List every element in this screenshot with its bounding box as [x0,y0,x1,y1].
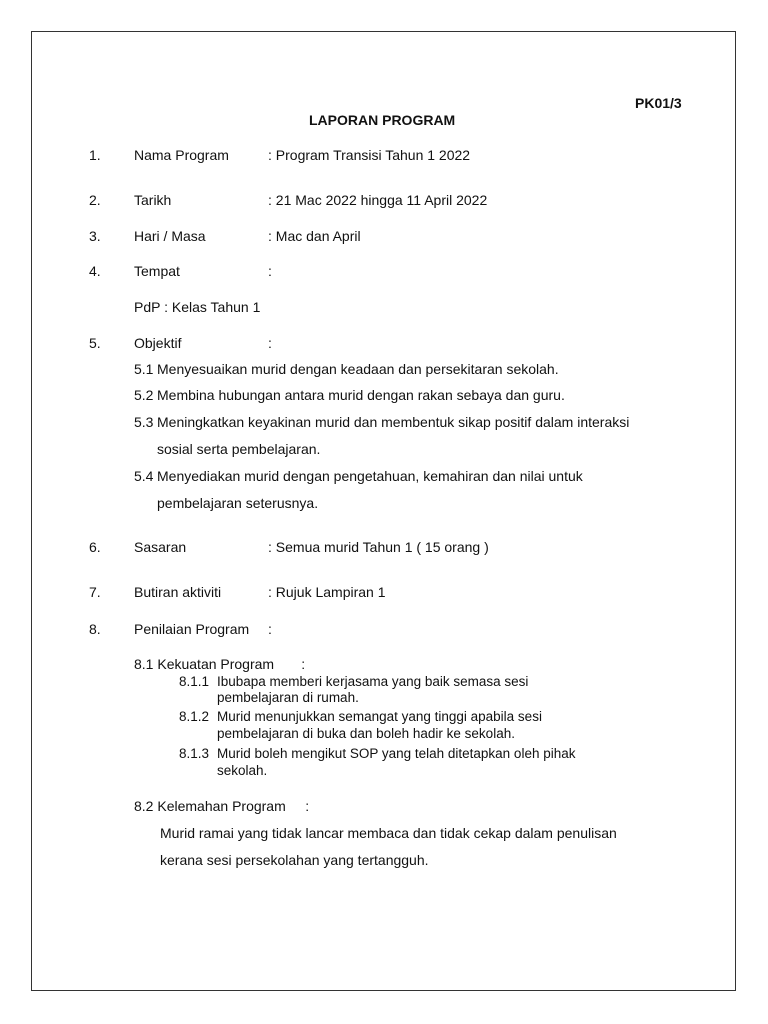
item-number: 5. [89,335,101,351]
objektif-text: Meningkatkan keyakinan murid dan membentuk sikap positif dalam interaksi [157,414,630,430]
item-number: 2. [89,192,101,208]
kelemahan-text: Murid ramai yang tidak lancar membaca dan tidak cekap dalam penulisan [160,825,617,841]
item-label: Tarikh [134,192,172,208]
page-border [31,31,736,991]
kekuatan-text-continued: sekolah. [217,763,268,778]
item-label: Tempat [134,263,180,279]
document-title: LAPORAN PROGRAM [309,112,456,128]
item-label: Objektif [134,335,182,351]
item-value: : [268,621,272,637]
item-number: 1. [89,147,101,163]
objektif-number: 5.1 [134,361,154,377]
tempat-detail: PdP : Kelas Tahun 1 [134,299,261,315]
item-label: Nama Program [134,147,229,163]
kekuatan-text: Ibubapa memberi kerjasama yang baik semasa sesi [217,674,529,689]
kelemahan-heading: 8.2 Kelemahan Program : [134,798,310,814]
item-value: : Program Transisi Tahun 1 2022 [268,147,471,163]
kekuatan-number: 8.1.3 [179,746,210,761]
item-value: : Mac dan April [268,228,361,244]
kekuatan-text: Murid boleh mengikut SOP yang telah ditetapkan oleh pihak [217,746,576,761]
item-number: 7. [89,584,101,600]
item-value: : Rujuk Lampiran 1 [268,584,386,600]
kekuatan-text: Murid menunjukkan semangat yang tinggi apabila sesi [217,709,542,724]
objektif-text: Menyesuaikan murid dengan keadaan dan persekitaran sekolah. [157,361,559,377]
item-number: 3. [89,228,101,244]
objektif-number: 5.4 [134,468,154,484]
objektif-text: Membina hubungan antara murid dengan rakan sebaya dan guru. [157,387,565,403]
item-label: Hari / Masa [134,228,206,244]
kekuatan-heading: 8.1 Kekuatan Program : [134,656,306,672]
objektif-number: 5.3 [134,414,154,430]
item-number: 6. [89,539,101,555]
kekuatan-text-continued: pembelajaran di buka dan boleh hadir ke sekolah. [217,726,515,741]
item-label: Penilaian Program [134,621,250,637]
kelemahan-text-continued: kerana sesi persekolahan yang tertangguh. [160,852,429,868]
kekuatan-text-continued: pembelajaran di rumah. [217,690,359,705]
item-number: 8. [89,621,101,637]
item-number: 4. [89,263,101,279]
objektif-text-continued: sosial serta pembelajaran. [157,441,321,457]
item-value: : [268,335,272,351]
document-code: PK01/3 [635,95,682,111]
item-label: Sasaran [134,539,187,555]
kekuatan-number: 8.1.2 [179,709,210,724]
item-value: : [268,263,272,279]
kekuatan-number: 8.1.1 [179,674,210,689]
objektif-text: Menyediakan murid dengan pengetahuan, kemahiran dan nilai untuk [157,468,583,484]
item-value: : Semua murid Tahun 1 ( 15 orang ) [268,539,489,555]
objektif-text-continued: pembelajaran seterusnya. [157,495,319,511]
item-value: : 21 Mac 2022 hingga 11 April 2022 [268,192,488,208]
item-label: Butiran aktiviti [134,584,222,600]
objektif-number: 5.2 [134,387,154,403]
